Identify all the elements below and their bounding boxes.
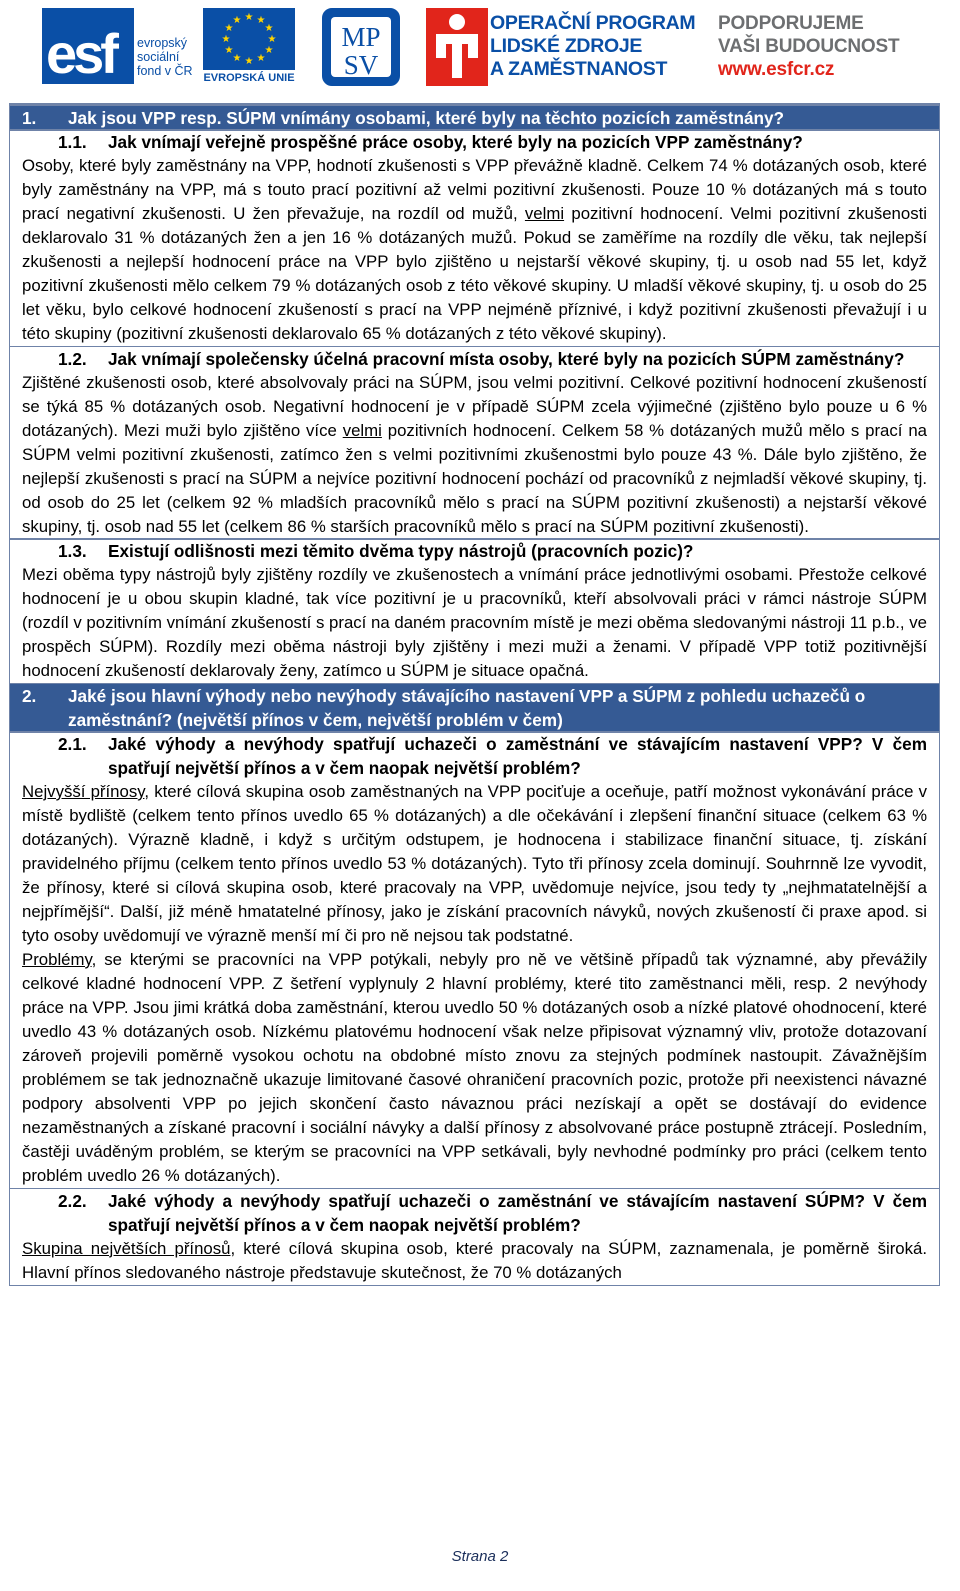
section-1-3	[9, 538, 940, 684]
section-2-2-heading	[10, 1189, 939, 1237]
svg-text:★: ★	[244, 12, 254, 23]
svg-text:★: ★	[232, 15, 242, 26]
paragraph: Nejvyšší přínosy, které cílová skupina osob zaměstnaných na VPP pociťuje a oceňuje, patří možnost vykonávání práce v místě bydliště (celkem tento přínos uvedlo 65 % dotázaných) a dle očekávání i zlepšení finanční situace (celkem 63 % dotázaných). Výrazně kladně, i když s určitým odstupem, je hodnocena i stabilizace finanční situace, tj. získání pravidelného příjmu (celkem tento přínos uvedlo 53 % dotázaných). Tyto tři přínosy zcela dominují. Souhrnně lze vyvodit, že přínosy, které si cílová skupina osob, které pracovaly na VPP, uvědomuje nejvíce, jsou tedy ty „nejhmatatelnější a nejpřímější“. Další, již méně hmatatelné přínosy, jako je získání pracovních návyků, nových zkušeností či praxe apod. si tyto osoby uvědomují ve výrazně menší mí či pro ně nejsou tak podstatné.	[22, 782, 927, 945]
page-footer: Strana 2	[451, 1548, 509, 1565]
underlined-text: Nejvyšší přínosy	[22, 782, 145, 801]
subsection-number: 1.3.	[58, 541, 87, 561]
underlined-text: velmi	[524, 204, 565, 223]
section-number: 2.	[22, 685, 37, 706]
esf-subtitle-line-3: fond v ČR	[137, 64, 193, 78]
mpsv-line-2: SV	[343, 50, 379, 80]
eu-caption: EVROPSKÁ UNIE	[203, 72, 295, 84]
section-2-1	[9, 731, 940, 1189]
section-2-heading	[10, 684, 939, 732]
section-1-1	[9, 129, 940, 347]
svg-text:★: ★	[264, 45, 274, 56]
section-1-2-heading	[10, 347, 939, 371]
paragraph: Osoby, které byly zaměstnány na VPP, hodnotí zkušenosti s VPP převážně kladně. Celkem 74 % dotázaných osob, které byly zaměstnány na VPP, má s touto prací pozitivní až velmi pozitivní zkušenosti. Pouze 10 % dotázaných má s touto prací negativní zkušenosti. U žen převažuje, na rozdíl od mužů, velmi pozitivní hodnocení. Velmi pozitivní zkušenosti deklarovalo 31 % dotázaných žen a jen 16 % dotázaných mužů. Pokud se zaměříme na rozdíly dle věku, tak nejlepší zkušenosti a nejlepší hodnocení práce na VPP bylo zjištěno u nejstarší věkové skupiny, tj. u osob nad 55 let, když pozitivní zkušenosti mělo celkem 79 % dotázaných osob z této věkové skupiny. U mladší věkové skupiny, tj. u osob do 25 let věku, bylo celkové hodnocení zkušeností s prací na VPP nejméně příznivé, i když pozitivní zkušenosti převažují i u této skupiny (pozitivní zkušenosti deklarovalo 65 % dotázaných z této věkové skupiny).	[22, 156, 927, 343]
paragraph: Problémy, se kterými se pracovníci na VPP potýkali, nebyly pro ně ve většině případů tak významné, aby převážily celkové kladné hodnocení VPP. Z šetření vyplynuly 2 hlavní problémy, které tito zaměstnanci měli, resp. 2 nevýhody práce na VPP. Jsou jimi krátká doba zaměstnání, kterou uvedlo 50 % dotázaných osob a nízké platové ohodnocení, které uvedlo 43 % dotázaných osob. Nízkému platovému hodnocení však nelze připisovat významný vliv, protože dotazovaní zároveň projevili poměrně vysokou ochotu na obdobné místo znovu za stejných podmínek nastoupit. Závažnějším problémem se tak jednoznačně ukazuje limitované časové ohraničení pracovních pozic, protože při neexistenci návazné podpory absolventi VPP po jejich skončení často návaznou práci nezískají a opět se dostávají do evidence nezaměstnaných a získané pracovní i sociální návyky a další přínosy z absolvované práce postupně ztrácejí. Posledním, častěji uváděným problém, se kterým se pracovníci na VPP setkávali, byly nevhodné podmínky pro práci (celkem tento problém uvedlo 26 % dotázaných).	[22, 950, 927, 1185]
underlined-text: Problémy	[22, 950, 92, 969]
subsection-number: 1.2.	[58, 348, 87, 369]
svg-text:★: ★	[244, 56, 254, 67]
underlined-text: Skupina největších přínosů	[22, 1238, 231, 1258]
esf-mark-text: esf	[46, 22, 115, 85]
section-2-1-heading	[10, 732, 939, 780]
svg-text:★: ★	[221, 34, 231, 45]
esf-logo	[42, 8, 202, 86]
section-2-heading-box	[9, 683, 940, 733]
section-title: Jaké jsou hlavní výhody nebo nevýhody stávajícího nastavení VPP a SÚPM z pohledu uchazečů o zaměstnání? (největší přínos v čem, největší problém v čem)	[68, 685, 866, 730]
mpsv-line-1: MP	[341, 22, 381, 52]
operational-programme-icon	[426, 8, 488, 86]
document-body	[9, 104, 940, 1286]
paragraph: Mezi oběma typy nástrojů byly zjištěny rozdíly ve zkušenostech a vnímání práce jednotlivými osobami. Přestože celkové hodnocení je u obou skupin kladné, tak více pozitivní je u pracovníků, kteří absolvovali práci v rámci nástroje SÚPM (rozdíl v pozitivním vnímání zkušeností s prací na daném pracovním místě je mezi oběma sledovanými nástroji 11 p.b., ve prospěch SÚPM). Rozdíly mezi oběma nástroji byly zjištěny i mezi muži a ženami. V případě VPP totiž pozitivnější hodnocení zkušeností deklarovaly ženy, zatímco u SÚPM je situace opačná.	[22, 565, 927, 680]
paragraph: Zjištěné zkušenosti osob, které absolvovaly práci na SÚPM, jsou velmi pozitivní. Celkové pozitivní hodnocení zkušeností se týká 85 % dotázaných osob. Negativní hodnocení je v případě SÚPM zcela výjimečné (zjištěno bylo pouze u 6 % dotázaných). Mezi muži bylo zjištěno více velmi pozitivních hodnocení. Celkem 58 % dotázaných mužů mělo s prací na SÚPM velmi pozitivní zkušenosti, zatímco žen s velmi pozitivními zkušenostmi bylo pouze 43 %. Dále bylo zjištěno, že nejlepší zkušenosti s prací na SÚPM a nejvíce pozitivní hodnocení pochází od pracovníků z nejmladší věkové skupiny, tj. od osob do 25 let (celkem 92 % mladších pracovníků mělo s prací na SÚPM pozitivní zkušenosti) a nejstarší věkové skupiny, tj. osob nad 55 let (celkem 86 % starších pracovníků mělo s prací na SÚPM pozitivní zkušenosti).	[22, 372, 927, 536]
support-slogan	[718, 12, 899, 81]
mpsv-logo	[322, 8, 400, 86]
esf-subtitle-line-1: evropský	[137, 36, 188, 50]
header	[0, 0, 960, 100]
subsection-title: Jaké výhody a nevýhody spatřují uchazeči o zaměstnání ve stávajícím nastavení VPP? V čem spatřují největší přínos a v čem naopak největší problém?	[108, 734, 927, 778]
subsection-title: Existují odlišnosti mezi těmito dvěma typy nástrojů (pracovních pozic)?	[108, 541, 694, 561]
paragraph: Skupina největších přínosů, které cílová skupina osob, které pracovaly na SÚPM, zaznamenala, je poměrně široká. Hlavní přínos sledovaného nástroje představuje skutečnost, že 70 % dotázaných	[22, 1238, 928, 1282]
section-1-heading-box	[9, 103, 940, 131]
op-line-2: LIDSKÉ ZDROJE	[490, 35, 643, 57]
section-1-heading	[10, 106, 939, 130]
subsection-number: 2.1.	[58, 734, 87, 754]
svg-text:★: ★	[264, 23, 274, 34]
svg-text:★: ★	[232, 53, 242, 64]
support-line-2: VAŠI BUDOUCNOST	[718, 36, 900, 57]
section-1-1-heading	[10, 130, 939, 154]
svg-text:★: ★	[256, 15, 266, 26]
subsection-number: 1.1.	[58, 132, 87, 152]
svg-text:★: ★	[256, 53, 266, 64]
op-line-3: A ZAMĚSTNANOST	[490, 58, 668, 80]
section-2-2	[9, 1188, 940, 1286]
operational-programme-title	[490, 12, 695, 81]
support-url: www.esfcr.cz	[718, 59, 835, 80]
subsection-title: Jak vnímají společensky účelná pracovní místa osoby, které byly na pozicích SÚPM zaměstnány?	[108, 348, 905, 369]
svg-text:★: ★	[224, 23, 234, 34]
subsection-title: Jaké výhody a nevýhody spatřují uchazeči o zaměstnání ve stávajícím nastavení SÚPM? V čem spatřují největší přínos a v čem naopak největší problém?	[108, 1190, 927, 1235]
eu-flag-icon	[203, 8, 295, 70]
section-number: 1.	[22, 107, 37, 128]
op-line-1: OPERAČNÍ PROGRAM	[490, 12, 696, 34]
underlined-text: velmi	[342, 420, 382, 440]
eu-logo	[203, 8, 295, 86]
support-line-1: PODPORUJEME	[718, 13, 864, 34]
subsection-title: Jak vnímají veřejně prospěšné práce osoby, které byly na pozicích VPP zaměstnány?	[108, 132, 803, 152]
section-1-3-heading	[10, 539, 939, 563]
esf-subtitle-line-2: sociální	[137, 50, 180, 64]
subsection-number: 2.2.	[58, 1190, 87, 1211]
esf-mark	[42, 8, 134, 84]
svg-text:★: ★	[224, 45, 234, 56]
section-title: Jak jsou VPP resp. SÚPM vnímány osobami, které byly na těchto pozicích zaměstnány?	[68, 107, 785, 128]
esf-subtitle	[137, 36, 193, 78]
svg-text:★: ★	[267, 34, 277, 45]
section-1-2	[9, 346, 940, 540]
